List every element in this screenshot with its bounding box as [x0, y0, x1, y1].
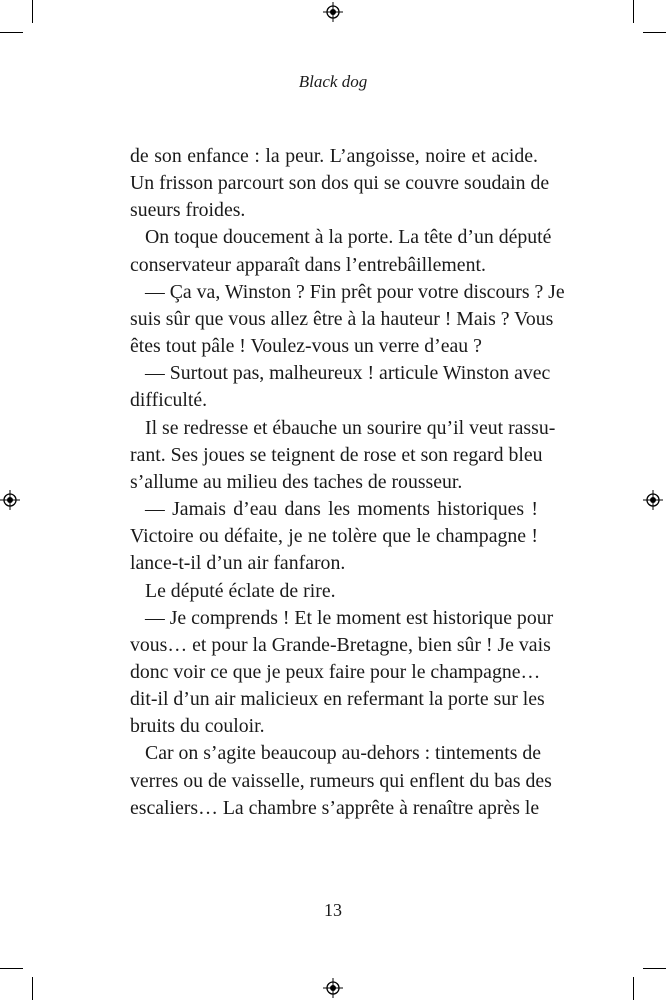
text-line: Car on s’agite beaucoup au-dehors : tintements de: [145, 742, 542, 765]
text-line: — Je comprends ! Et le moment est historique pour: [145, 606, 554, 629]
running-header: Black dog: [298, 72, 368, 91]
text-line: conservateur apparaît dans l’entrebâillement.: [130, 253, 486, 276]
text-line: bruits du couloir.: [130, 715, 265, 738]
crop-mark-bottom-right: [643, 968, 666, 969]
text-line: — Surtout pas, malheureux ! articule Winston avec: [145, 362, 551, 385]
body-text: [130, 143, 565, 822]
registration-mark-left-icon: [0, 490, 20, 510]
crop-mark-top-right-vertical: [633, 0, 634, 23]
text-line: rant. Ses joues se teignent de rose et son regard bleu: [130, 443, 543, 466]
text-line: verres ou de vaisselle, rumeurs qui enflent du bas des: [130, 769, 552, 792]
registration-mark-bottom-icon: [323, 978, 343, 998]
crop-mark-bottom-left-vertical: [32, 977, 33, 1000]
text-line: de son enfance : la peur. L’angoisse, noire et acide.: [130, 145, 538, 167]
paragraph: [130, 496, 538, 577]
text-line: dit-il d’un air malicieux en refermant la porte sur les: [130, 688, 545, 711]
text-line: s’allume au milieu des taches de rousseur.: [130, 470, 463, 493]
crop-mark-top-left: [0, 32, 23, 33]
text-line: Un frisson parcourt son dos qui se couvre soudain de: [130, 172, 550, 195]
crop-mark-top-left-vertical: [32, 0, 33, 23]
text-line: lance-t-il d’un air fanfaron.: [130, 552, 346, 575]
text-line: Victoire ou défaite, je ne tolère que le champagne !: [130, 525, 538, 548]
text-line: êtes tout pâle ! Voulez-vous un verre d’eau ?: [130, 335, 482, 358]
text-line: Le député éclate de rire.: [145, 579, 336, 602]
crop-mark-bottom-left: [0, 968, 23, 969]
paragraph: [130, 415, 556, 496]
crop-mark-bottom-right-vertical: [633, 977, 634, 1000]
crop-mark-top-right: [643, 32, 666, 33]
paragraph: [130, 224, 552, 278]
paragraph: [130, 605, 554, 741]
text-line: — Jamais d’eau dans les moments historiques !: [145, 498, 538, 521]
paragraph: [130, 143, 550, 224]
text-line: donc voir ce que je peux faire pour le champagne…: [130, 660, 541, 683]
text-line: difficulté.: [130, 389, 208, 412]
registration-mark-top-icon: [323, 2, 343, 22]
text-line: — Ça va, Winston ? Fin prêt pour votre discours ? Je: [145, 280, 565, 303]
registration-mark-right-icon: [643, 490, 663, 510]
text-line: escaliers… La chambre s’apprête à renaître après le: [130, 796, 540, 819]
text-line: suis sûr que vous allez être à la hauteur ! Mais ? Vous: [130, 307, 554, 330]
paragraph: [130, 578, 538, 605]
text-line: vous… et pour la Grande-Bretagne, bien sûr ! Je vais: [130, 633, 551, 656]
paragraph: [130, 740, 552, 821]
text-line: Il se redresse et ébauche un sourire qu’il veut rassu-: [145, 416, 556, 439]
text-line: On toque doucement à la porte. La tête d’un député: [145, 226, 552, 249]
paragraph: [130, 279, 565, 360]
page-number: 13: [324, 900, 342, 920]
text-line: sueurs froides.: [130, 199, 246, 222]
paragraph: [130, 360, 551, 414]
